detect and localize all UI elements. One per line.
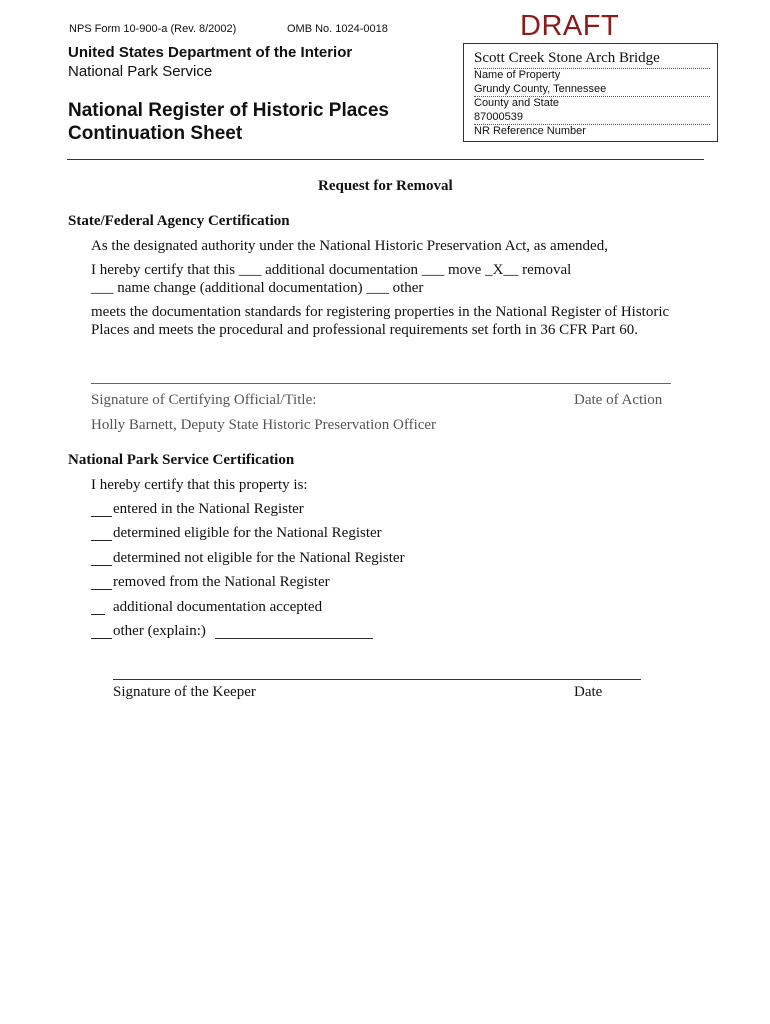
option-blank [91,638,112,639]
county-state: Grundy County, Tennessee [474,83,607,95]
page-title [68,99,389,145]
option-not-eligible: determined not eligible for the National Register [113,550,405,566]
certify-line-2: ___ name change (additional documentation) ___ other [91,280,424,296]
keeper-signature-label: Signature of the Keeper [113,684,256,700]
property-info-box [463,43,718,142]
draft-stamp: DRAFT [520,10,620,42]
department-name: United States Department of the Interior [68,44,353,61]
option-eligible: determined eligible for the National Register [113,525,382,541]
option-blank [91,540,112,541]
state-cert-heading: State/Federal Agency Certification [68,213,290,229]
reference-number: 87000539 [474,111,523,123]
omb-number: OMB No. 1024-0018 [287,23,388,35]
certify-line-1: I hereby certify that this ___ additional documentation ___ move _X__ removal [91,262,572,278]
keeper-signature-line [113,679,641,680]
nps-cert-heading: National Park Service Certification [68,452,295,468]
action-date-label: Date of Action [574,392,663,408]
option-entered: entered in the National Register [113,501,304,517]
option-blank [91,516,112,517]
county-state-label: County and State [474,97,560,109]
title-line-2: Continuation Sheet [68,123,243,144]
keeper-date-label: Date [574,684,603,700]
standards-line-2: Places and meets the procedural and professional requirements set forth in 36 CFR Part 60. [91,322,638,338]
nps-cert-intro: I hereby certify that this property is: [91,477,308,493]
standards-line-1: meets the documentation standards for registering properties in the National Register of Historic [91,304,670,320]
form-number: NPS Form 10-900-a (Rev. 8/2002) [69,23,237,35]
option-other: other (explain:) [113,623,206,639]
reference-number-label: NR Reference Number [474,125,586,137]
certifying-official: Holly Barnett, Deputy State Historic Preservation Officer [91,417,437,433]
official-signature-line [91,383,671,384]
request-title: Request for Removal [318,178,453,194]
option-blank [91,614,105,615]
header-rule [67,159,704,160]
official-signature-label: Signature of Certifying Official/Title: [91,392,317,408]
option-blank [91,565,112,566]
option-blank [91,589,112,590]
option-additional-doc: additional documentation accepted [113,599,323,615]
title-line-1: National Register of Historic Places [68,100,389,121]
state-cert-intro: As the designated authority under the National Historic Preservation Act, as amended, [91,238,608,254]
property-name: Scott Creek Stone Arch Bridge [474,50,660,66]
option-removed: removed from the National Register [113,574,330,590]
other-explain-line [215,638,373,639]
property-name-label: Name of Property [474,69,561,81]
service-name: National Park Service [68,63,213,80]
